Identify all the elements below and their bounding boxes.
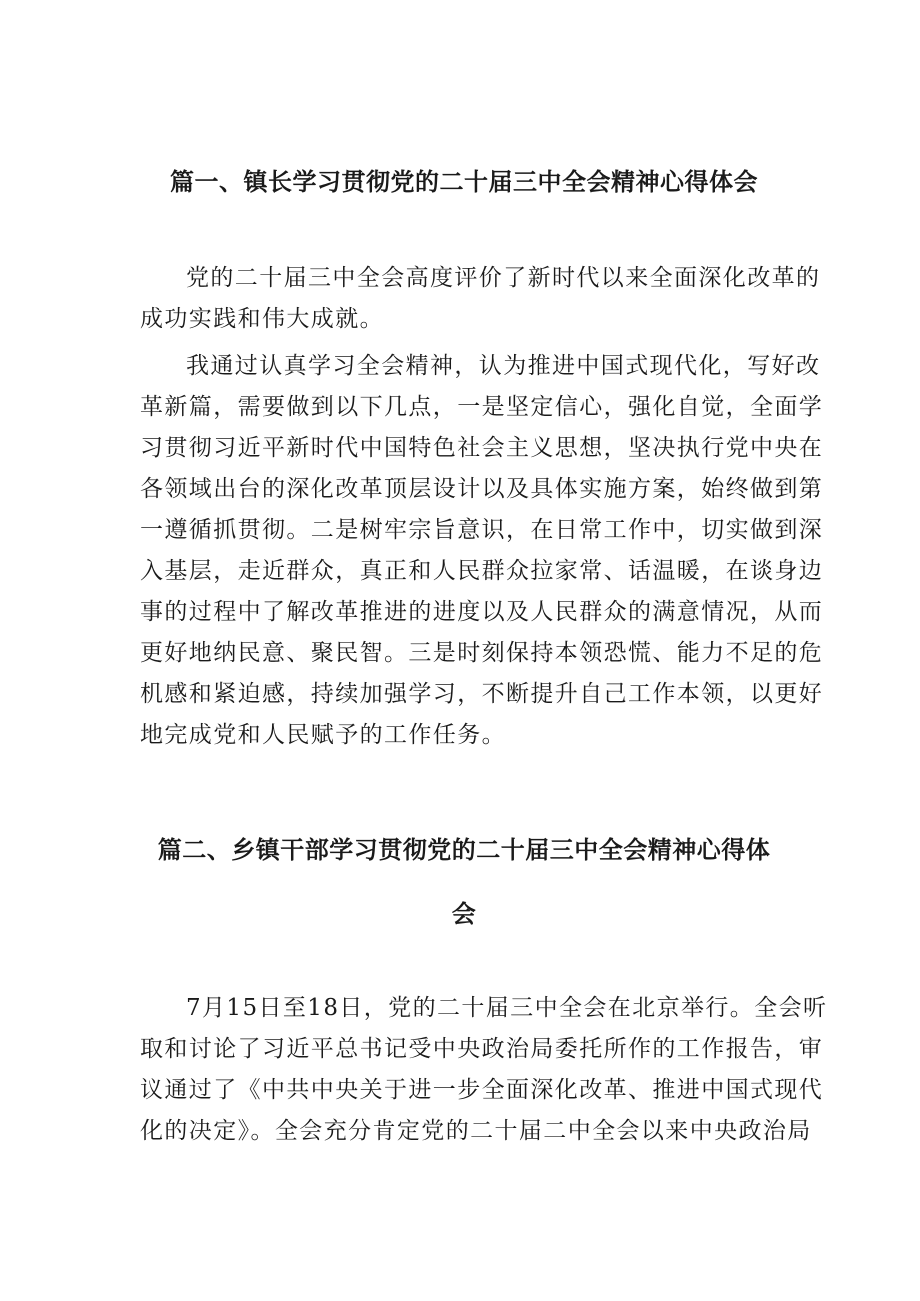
paragraph-line: 取和讨论了习近平总书记受中央政治局委托所作的工作报告，审 (140, 1036, 824, 1062)
paragraph-line: 习贯彻习近平新时代中国特色社会主义思想，坚决执行党中央在 (140, 435, 824, 461)
section2-title (140, 818, 788, 946)
paragraph-line: 事的过程中了解改革推进的进度以及人民群众的满意情况，从而 (140, 599, 824, 625)
paragraph-line: 化的决定》。全会充分肯定党的二十届二中全会以来中央政治局 (140, 1118, 812, 1144)
paragraph-line: 革新篇，需要做到以下几点，一是坚定信心，强化自觉，全面学 (140, 394, 824, 420)
paragraph-line: 机感和紧迫感，持续加强学习，不断提升自己工作本领，以更好 (140, 681, 824, 707)
section2-paragraph1 (140, 988, 828, 1152)
paragraph-line: 成功实践和伟大成就。 (140, 306, 384, 332)
paragraph-line: 更好地纳民意、聚民智。三是时刻保持本领恐慌、能力不足的危 (140, 640, 824, 666)
paragraph-line: 一遵循抓贯彻。二是树牢宗旨意识，在日常工作中，切实做到深 (140, 517, 824, 543)
section1-paragraph1 (140, 258, 821, 340)
section1-title (140, 150, 788, 214)
paragraph-line: 各领域出台的深化改革顶层设计以及具体实施方案，始终做到第 (140, 476, 824, 502)
section1-paragraph2 (140, 346, 824, 756)
section1-title-text: 篇一、镇长学习贯彻党的二十届三中全会精神心得体会 (170, 168, 758, 196)
paragraph-line: 我通过认真学习全会精神，认为推进中国式现代化，写好改 (186, 353, 821, 379)
paragraph-line: 地完成党和人民赋予的工作任务。 (140, 722, 506, 748)
paragraph-line: 党的二十届三中全会高度评价了新时代以来全面深化改革的 (186, 265, 821, 291)
section2-title-line: 会 (451, 900, 477, 928)
paragraph-line: 议通过了《中共中央关于进一步全面深化改革、推进中国式现代 (140, 1077, 824, 1103)
paragraph-line: 入基层，走近群众，真正和人民群众拉家常、话温暖，在谈身边 (140, 558, 824, 584)
paragraph-line: 7月15日至18日，党的二十届三中全会在北京举行。全会听 (186, 995, 828, 1021)
section2-title-line: 篇二、乡镇干部学习贯彻党的二十届三中全会精神心得体 (157, 836, 771, 864)
